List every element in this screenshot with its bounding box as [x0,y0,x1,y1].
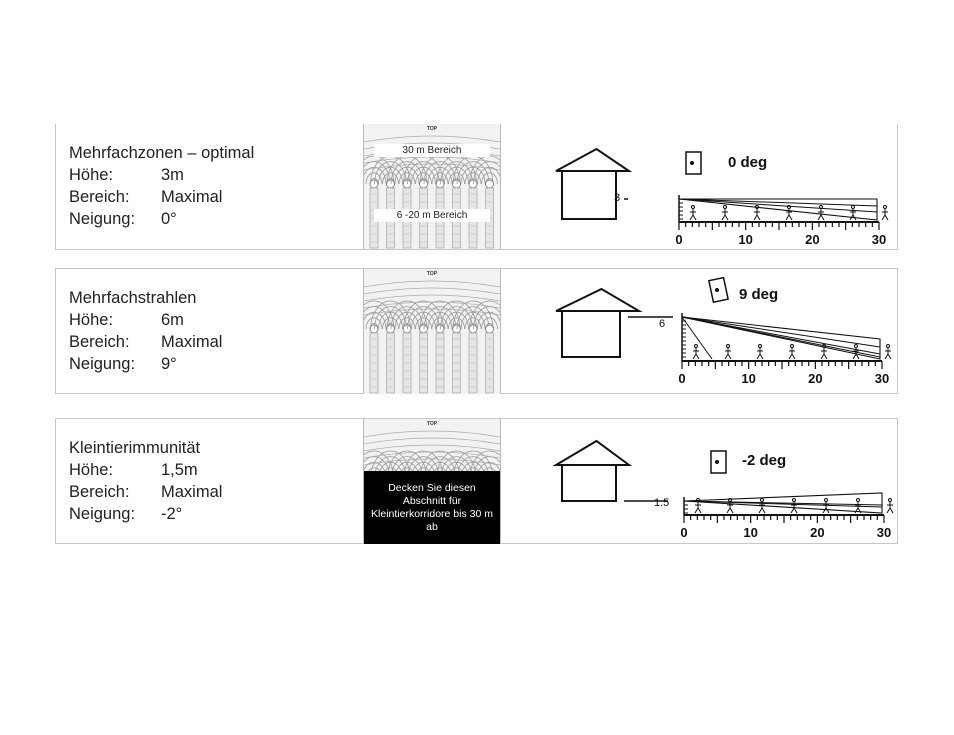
spec-value: Maximal [161,188,223,206]
spec-value: 1,5m [161,461,198,479]
sensor-lens-icon [690,161,694,165]
person-icon [757,348,763,359]
lens-ring [469,325,477,333]
pattern-overlay-note: Decken Sie diesen Abschnitt für Kleintierkorridore bis 30 m ab [364,471,500,544]
height-mark-label: 1.5 [654,497,670,509]
side-view-diagram [546,419,896,545]
sensor-lens-icon [715,460,719,464]
panel-title: Mehrfachstrahlen [69,289,197,307]
lens-ring [420,325,428,333]
spec-value: Maximal [161,333,223,351]
panel-pet-immunity [55,418,898,544]
axis-tick-label: 30 [874,371,890,386]
person-icon [725,348,731,359]
sensor-lens-icon [715,288,719,292]
spec-key: Neigung: [69,355,136,373]
person-icon [825,499,828,502]
person-icon [727,345,730,348]
person-icon [722,209,728,220]
axis-tick-label: 0 [680,525,688,540]
axis-tick-label: 0 [675,232,683,247]
lens-ring [370,325,378,333]
spec-block [69,437,222,525]
person-icon [884,206,887,209]
lens-ring [486,325,494,333]
person-icon [791,345,794,348]
person-icon [693,348,699,359]
spec-value: 6m [161,311,184,329]
beam-line [682,317,712,359]
beam-line [682,317,880,357]
person-icon [857,499,860,502]
house-roof [556,441,629,465]
pattern-top-label: TOP [426,126,438,132]
person-icon [754,209,760,220]
lens-ring [469,180,477,188]
side-view-diagram [546,269,896,395]
lens-ring [486,180,494,188]
height-mark-label: 6 [659,318,666,330]
pattern-top-label: TOP [426,271,438,277]
person-icon [855,345,858,348]
panel-title: Kleintierimmunität [69,439,201,457]
axis-tick-label: 20 [808,371,823,386]
spec-key: Höhe: [69,311,114,329]
spec-value: 0° [161,210,177,228]
pattern-label-6-20m: 6 -20 m Bereich [374,209,490,222]
pattern-top-label: TOP [426,421,438,427]
spec-value: 3m [161,166,184,184]
lens-ring [370,180,378,188]
spec-block [69,142,254,230]
person-icon [821,348,827,359]
axis-tick-label: 20 [805,232,820,247]
side-view-diagram [546,124,896,250]
detection-pattern [363,124,501,249]
axis-tick-label: 0 [678,371,686,386]
detection-pattern [363,269,501,394]
lens-ring [436,325,444,333]
house-roof [556,289,639,311]
person-icon [695,502,701,513]
house-roof [556,149,629,171]
spec-key: Neigung: [69,505,136,523]
person-icon [887,345,890,348]
house-wall [562,311,620,357]
axis-tick-label: 30 [876,525,892,540]
person-icon [852,206,855,209]
height-mark-label: 3 [614,192,621,204]
person-icon [882,209,888,220]
person-icon [793,499,796,502]
person-icon [695,345,698,348]
spec-value: 9° [161,355,177,373]
angle-label: 0 deg [728,154,768,171]
panel-title: Mehrfachzonen – optimal [69,144,255,162]
spec-key: Bereich: [69,483,130,501]
person-icon [729,499,732,502]
lens-ring [453,180,461,188]
person-icon [788,206,791,209]
axis-tick-label: 10 [738,232,753,247]
pattern-label-30m: 30 m Bereich [374,144,490,157]
lens-ring [403,180,411,188]
person-icon [690,209,696,220]
lens-ring [387,325,395,333]
person-icon [724,206,727,209]
person-icon [887,502,893,513]
axis-tick-label: 10 [741,371,756,386]
person-icon [761,499,764,502]
angle-label: 9 deg [739,286,779,303]
person-icon [889,499,892,502]
person-icon [885,348,891,359]
person-icon [789,348,795,359]
house-wall [562,171,616,219]
axis-tick-label: 20 [810,525,825,540]
lens-ring [420,180,428,188]
spec-key: Bereich: [69,188,130,206]
beam-line [682,317,880,347]
pattern-graphic [364,269,500,394]
axis-tick-label: 10 [743,525,758,540]
lens-ring [403,325,411,333]
pattern-graphic [364,124,500,249]
angle-label: -2 deg [742,452,787,469]
spec-key: Höhe: [69,166,114,184]
house-wall [562,465,616,501]
person-icon [759,345,762,348]
lens-ring [436,180,444,188]
panel-multizone [55,124,898,250]
axis-tick-label: 30 [871,232,887,247]
spec-key: Neigung: [69,210,136,228]
lens-ring [453,325,461,333]
detection-pattern [363,419,501,544]
spec-key: Bereich: [69,333,130,351]
spec-block [69,287,222,375]
person-icon [820,206,823,209]
spec-key: Höhe: [69,461,114,479]
spec-value: -2° [161,505,183,523]
spec-value: Maximal [161,483,223,501]
panel-multibeam [55,268,898,394]
person-icon [692,206,695,209]
lens-ring [387,180,395,188]
